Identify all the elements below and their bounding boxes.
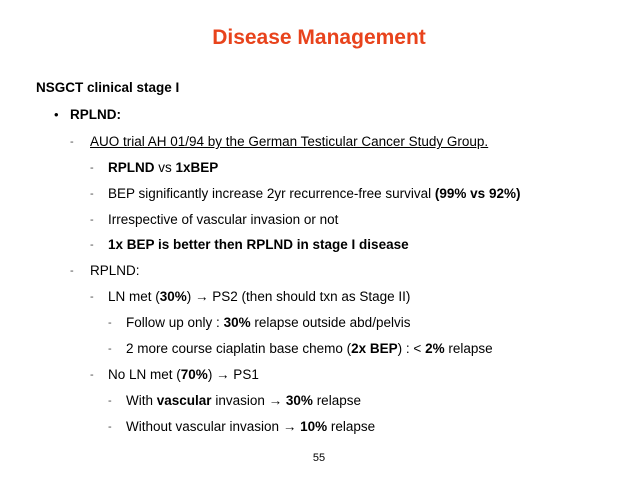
dash-marker: - bbox=[90, 291, 94, 303]
without-vascular-prefix: Without vascular invasion → bbox=[126, 419, 297, 434]
chemo-percent: 2% bbox=[425, 341, 445, 356]
with-vascular-prefix: With bbox=[126, 393, 153, 408]
comparison-bep: 1xBEP bbox=[175, 160, 219, 175]
with-vascular-bold: vascular bbox=[156, 393, 212, 408]
ln-met-prefix: LN met ( bbox=[108, 289, 160, 304]
with-vascular-text bbox=[126, 390, 361, 412]
bullet-marker: • bbox=[54, 107, 59, 122]
with-vascular-percent: 30% bbox=[285, 393, 313, 408]
follow-up-percent: 30% bbox=[223, 315, 251, 330]
no-ln-met-percent: 70% bbox=[180, 367, 208, 382]
dash-marker: - bbox=[90, 162, 94, 174]
no-ln-met-text bbox=[108, 364, 259, 386]
bep-survival-values: (99% vs 92%) bbox=[434, 186, 521, 201]
dash-marker: - bbox=[70, 265, 74, 277]
without-vascular-percent: 10% bbox=[300, 419, 328, 434]
slide-title: Disease Management bbox=[212, 26, 426, 49]
with-vascular-middle: invasion → bbox=[215, 393, 283, 408]
dash-marker: - bbox=[90, 188, 94, 200]
dash-marker: - bbox=[90, 214, 94, 226]
with-vascular-suffix: relapse bbox=[316, 393, 361, 408]
chemo-middle: ) : < bbox=[397, 341, 422, 356]
dash-marker: - bbox=[90, 239, 94, 251]
rplnd-sub-text: RPLND: bbox=[90, 263, 140, 278]
dash-marker: - bbox=[108, 421, 112, 433]
without-vascular-suffix: relapse bbox=[330, 419, 376, 434]
comparison-vs: vs bbox=[158, 160, 172, 175]
conclusion-text: 1x BEP is better then RPLND in stage I disease bbox=[108, 237, 409, 252]
chemo-suffix: relapse bbox=[448, 341, 493, 356]
follow-up-prefix: Follow up only : bbox=[126, 315, 220, 330]
chemo-text bbox=[126, 338, 493, 360]
vascular-note-text: Irrespective of vascular invasion or not bbox=[108, 212, 339, 227]
follow-up-suffix: relapse outside abd/pelvis bbox=[254, 315, 411, 330]
ln-met-percent: 30% bbox=[159, 289, 187, 304]
chemo-prefix: 2 more course ciaplatin base chemo ( bbox=[126, 341, 352, 356]
no-ln-met-suffix: ) → PS1 bbox=[207, 367, 259, 382]
dash-marker: - bbox=[108, 395, 112, 407]
ln-met-suffix: ) → PS2 (then should txn as Stage II) bbox=[186, 289, 411, 304]
section-heading bbox=[36, 77, 179, 99]
bep-survival-text bbox=[108, 183, 520, 205]
dash-marker: - bbox=[90, 369, 94, 381]
ln-met-text bbox=[108, 286, 410, 308]
auo-trial-text: AUO trial AH 01/94 by the German Testicular Cancer Study Group. bbox=[90, 134, 489, 149]
dash-marker: - bbox=[108, 317, 112, 329]
bep-survival-description: BEP significantly increase 2yr recurrence-free survival bbox=[108, 186, 432, 201]
chemo-bold: 2x BEP bbox=[351, 341, 398, 356]
comparison-text bbox=[108, 157, 218, 179]
list-item-rplnd-label: RPLND: bbox=[70, 107, 121, 122]
comparison-rplnd: RPLND bbox=[108, 160, 155, 175]
follow-up-text bbox=[126, 312, 410, 334]
page-number: 55 bbox=[312, 452, 326, 464]
dash-marker: - bbox=[108, 343, 112, 355]
section-heading-text: NSGCT clinical stage I bbox=[36, 80, 180, 95]
without-vascular-text bbox=[126, 416, 375, 438]
no-ln-met-prefix: No LN met ( bbox=[108, 367, 181, 382]
dash-marker: - bbox=[70, 136, 74, 148]
